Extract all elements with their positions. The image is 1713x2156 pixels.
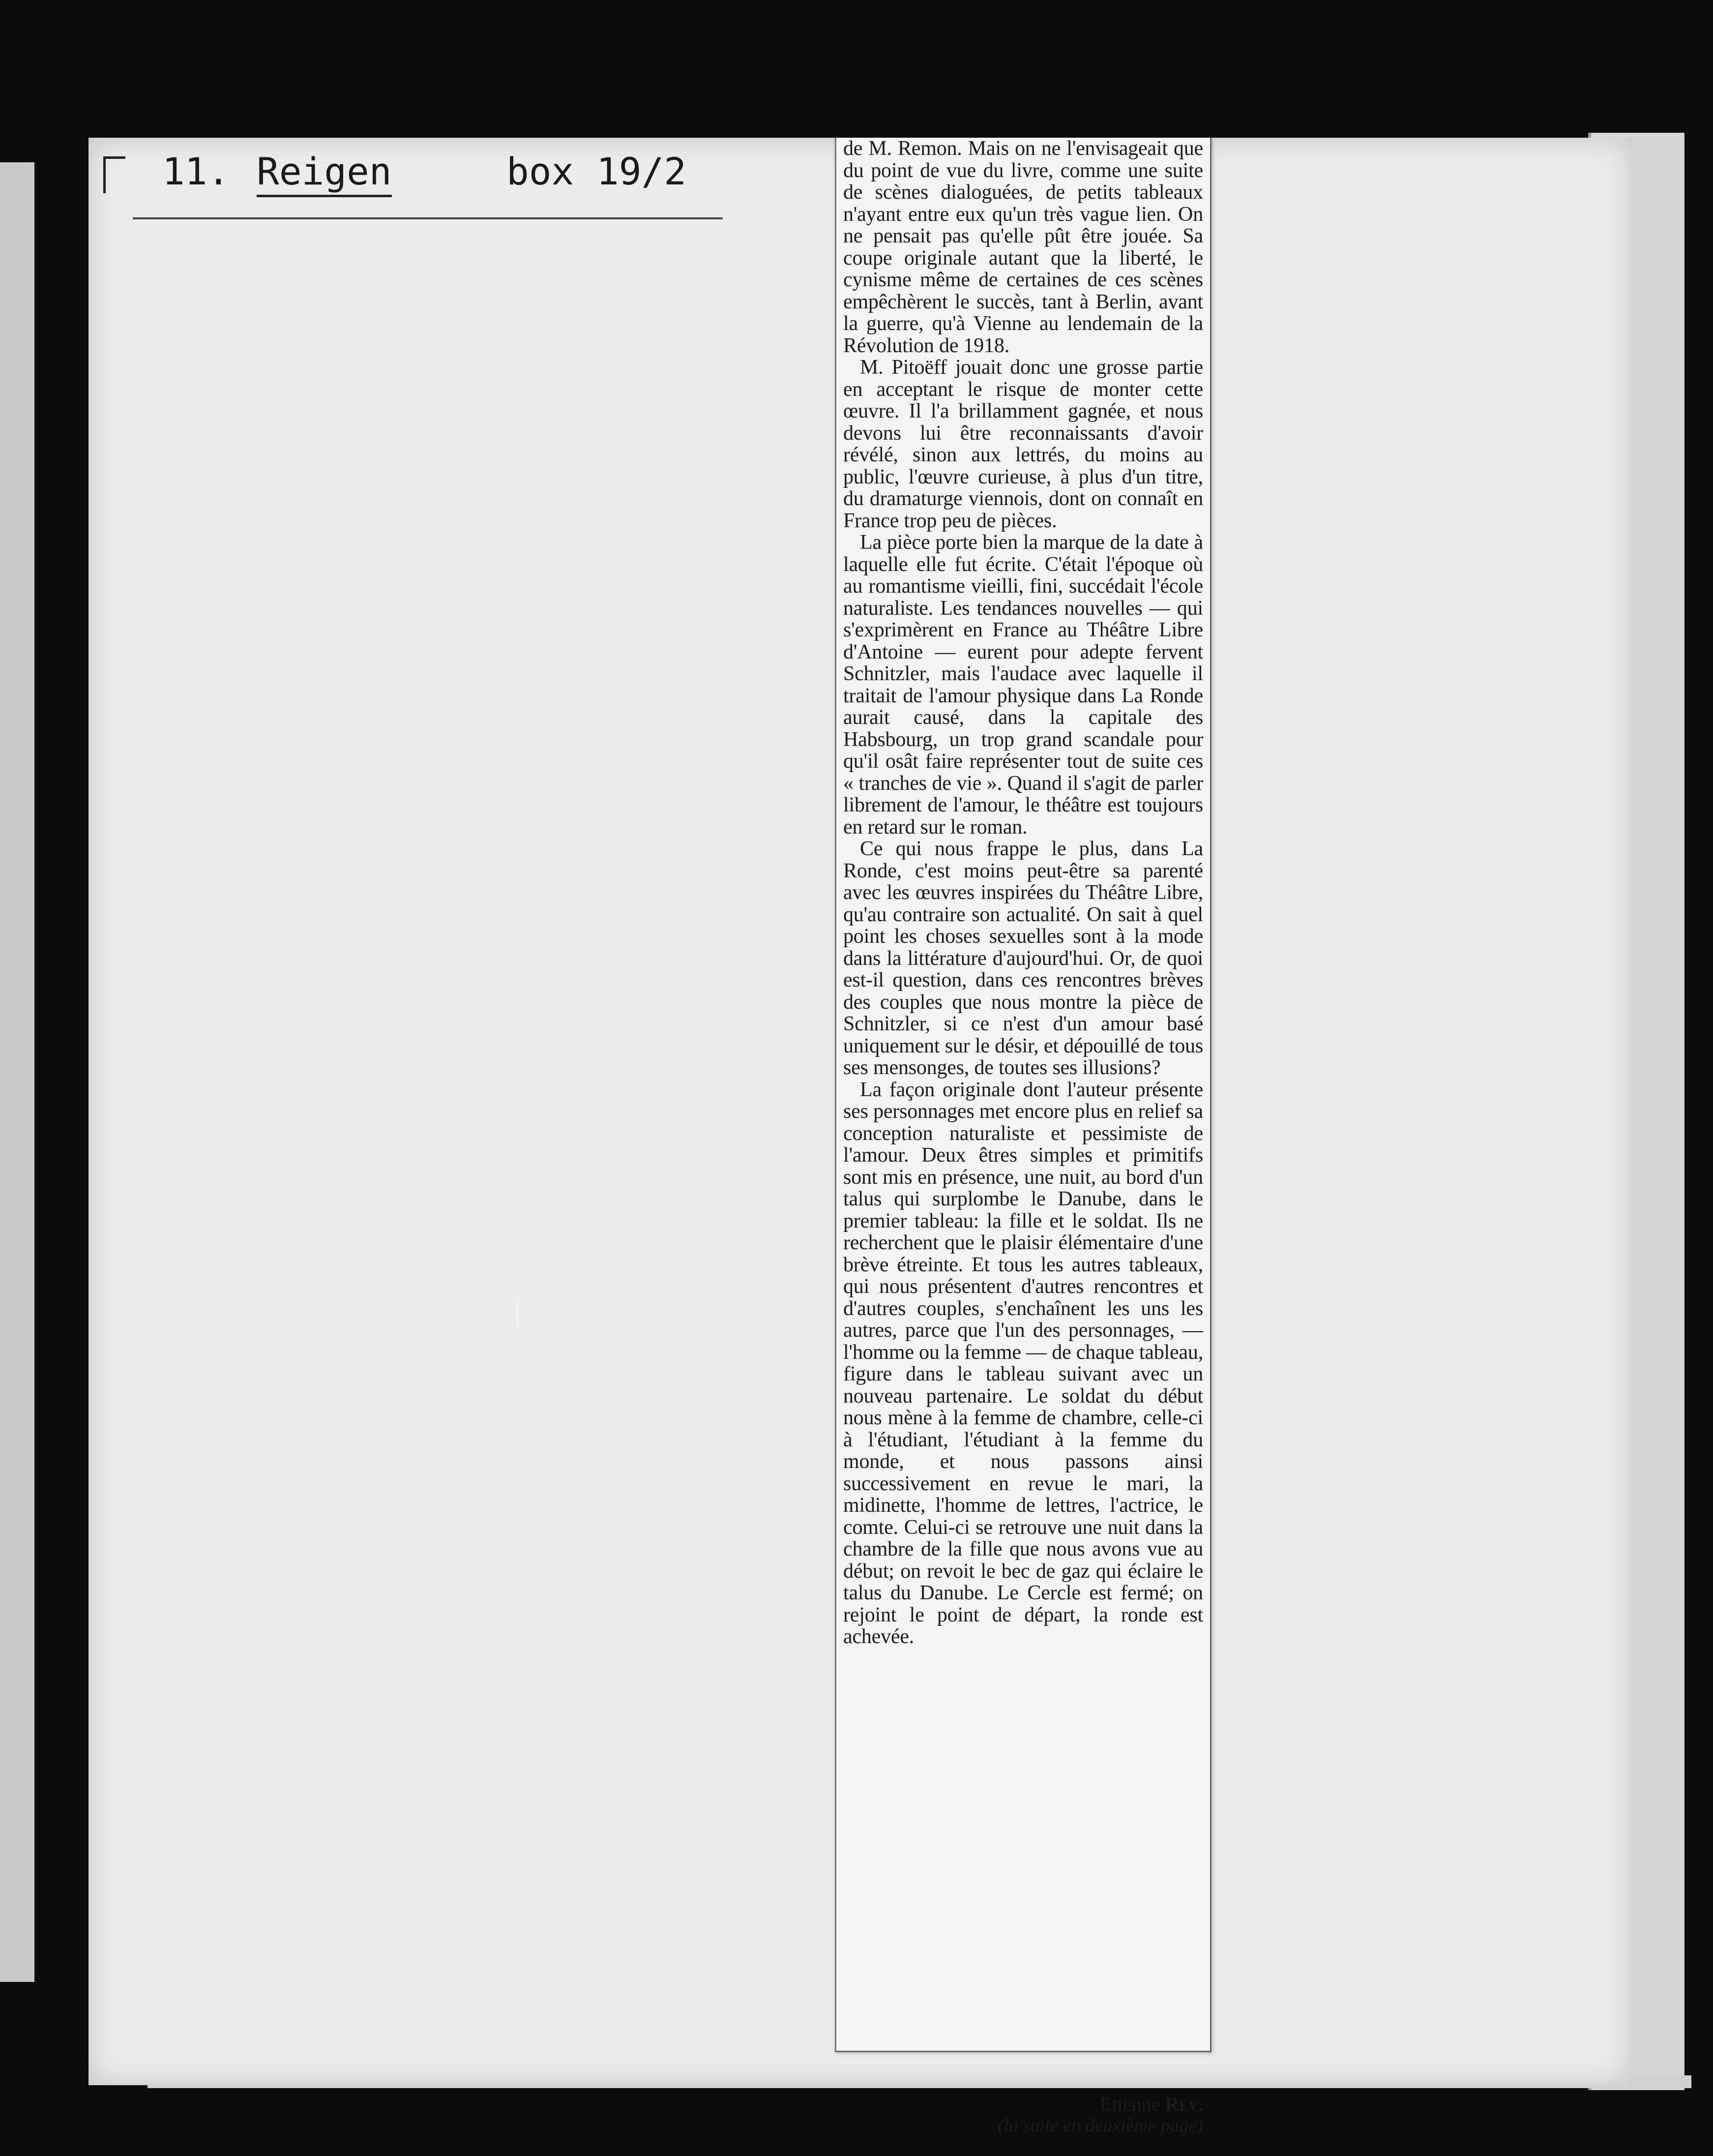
article-paragraph: M. Pitoëff jouait donc une grosse partie en acceptant le risque de monter cette œuvre. Il l'a brillamment gagnée, et nous devons lui être reconnaissants d'avoir révélé, sinon aux lettrés, du moins au public, l'œuvre curieuse, à plus d'un titre, du dramaturge viennois, dont on connaît en France trop peu de pièces.	[843, 356, 1203, 532]
newspaper-clipping	[835, 137, 1211, 2136]
article-paragraph: Ce qui nous frappe le plus, dans La Ronde, c'est moins peut-être sa parenté avec les œuvres inspirées du Théâtre Libre, qu'au contraire son actualité. On sait à quel point les choses sexuelles sont à la mode dans la littérature d'aujourd'hui. Or, de quoi est-il question, dans ces rencontres brèves des couples que nous montre la pièce de Schnitzler, si ce n'est d'un amour basé uniquement sur le désir, et dépouillé de tous ses mensonges, de toutes ses illusions?	[843, 838, 1203, 1079]
article-paragraph: de M. Remon. Mais on ne l'envisageait que du point de vue du livre, comme une suite de scènes dialoguées, de petits tableaux n'ayant entre eux qu'un très vague lien. On ne pensait pas qu'elle pût être jouée. Sa coupe originale autant que la liberté, le cynisme même de certaines de ces scènes empêchèrent le succès, tant à Berlin, avant la guerre, qu'à Vienne au lendemain de la Révolution de 1918.	[843, 137, 1203, 357]
header-rule	[133, 217, 723, 219]
item-title: Reigen	[257, 150, 392, 197]
article-body	[843, 138, 1203, 1648]
author-first-name: Etienne	[1100, 2093, 1160, 2115]
author-signature	[843, 2093, 1203, 2116]
author-last-name: Rey.	[1165, 2093, 1203, 2115]
article-paragraph: La pièce porte bien la marque de la date à laquelle elle fut écrite. C'était l'époque où au romantisme vieilli, fini, succédait l'école naturaliste. Les tendances nouvelles — qui s'exprimèrent en France au Théâtre Libre d'Antoine — eurent pour adepte fervent Schnitzler, mais l'audace avec laquelle il traitait de l'amour physique dans La Ronde aurait causé, dans la capitale des Habsbourg, un trop grand scandale pour qu'il osât faire représenter tout de suite ces « tranches de vie ». Quand il s'agit de parler librement de l'amour, le théâtre est toujours en retard sur le roman.	[843, 531, 1203, 838]
archive-header	[103, 148, 723, 221]
article-paragraph: La façon originale dont l'auteur présente ses personnages met encore plus en relief sa conception naturaliste et pessimiste de l'amour. Deux êtres simples et primitifs sont mis en présence, une nuit, au bord d'un talus qui surplombe le Danube, dans le premier tableau: la fille et le soldat. Ils ne recherchent que le plaisir élémentaire d'une brève étreinte. Et tous les autres tableaux, qui nous présentent d'autres rencontres et d'autres couples, s'enchaînent les uns les autres, parce que l'un des personnages, — l'homme ou la femme — de chaque tableau, figure dans le tableau suivant avec un nouveau partenaire. Le soldat du début nous mène à la femme de chambre, celle-ci à l'étudiant, l'étudiant à la femme du monde, et nous passons ainsi successivement en revue le mari, la midinette, l'homme de lettres, l'actrice, le comte. Celui-ci se retrouve une nuit dans la chambre de la fille que nous avons vue au début; on revoit le bec de gaz qui éclaire le talus du Danube. Le Cercle est fermé; on rejoint le point de départ, la ronde est achevée.	[843, 1078, 1203, 1648]
box-label: box 19/2	[506, 150, 687, 193]
left-film-strip	[0, 162, 36, 1982]
continuation-note: (la suite en deuxième page)	[998, 2115, 1203, 2136]
corner-bracket	[103, 156, 125, 193]
scratch-mark	[516, 1298, 526, 1328]
item-number: 11.	[162, 150, 230, 193]
